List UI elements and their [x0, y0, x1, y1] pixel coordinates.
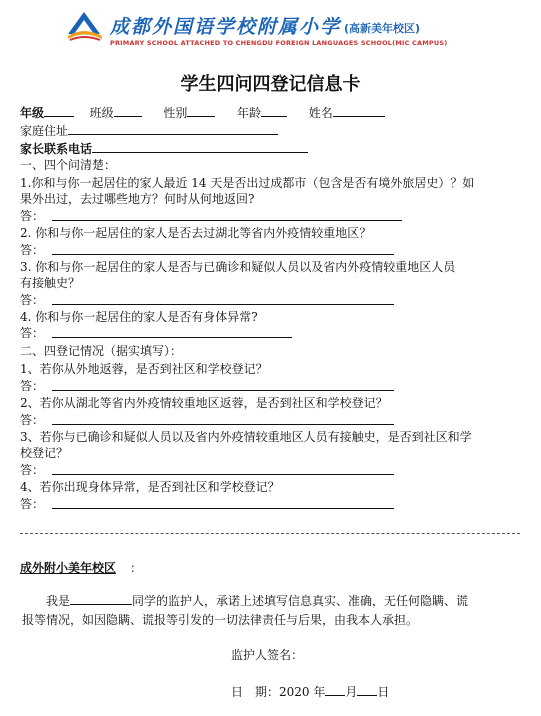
gender-label: 性别: [163, 106, 188, 120]
class-field[interactable]: [114, 104, 142, 117]
section2-heading: 二、四登记情况（据实填写）：: [20, 344, 183, 358]
page-title: 学生四问四登记信息卡: [180, 74, 361, 95]
basic-info-row: [20, 104, 385, 121]
gender-field[interactable]: [187, 104, 215, 117]
campus-colon: ：: [130, 561, 143, 575]
name-field[interactable]: [333, 104, 385, 117]
s2-a2-label: 答：: [20, 413, 45, 427]
s2-a2-field[interactable]: [52, 424, 394, 425]
day-field[interactable]: [357, 683, 377, 696]
s2-a1-field[interactable]: [52, 390, 394, 391]
s1-q3-line1: 3. 你和与你一起居住的家人是否与已确诊和疑似人员以及省内外疫情较重地区人员: [20, 260, 456, 274]
pledge-line-2: 报等情况，如因隐瞒、谎报等引发的一切法律责任与后果，由我本人承担。: [22, 613, 419, 627]
grade-field[interactable]: [44, 104, 74, 117]
campus-name-cn: (高新美年校区): [344, 22, 421, 35]
age-field[interactable]: [261, 104, 287, 117]
s1-q1-line1: 1.你和与你一起居住的家人最近 14 天是否出过成都市（包含是否有境外旅居史）？如: [20, 176, 475, 190]
month-label: 月: [345, 685, 358, 699]
phone-row: [20, 140, 308, 157]
guardian-signature-label: 监护人签名：: [231, 648, 304, 662]
s1-a1-field[interactable]: [52, 220, 402, 221]
s1-q3-line2: 有接触史？: [20, 276, 81, 290]
s2-a4-label: 答：: [20, 497, 45, 511]
s1-q2: 2. 你和与你一起居住的家人是否去过湖北等省内外疫情较重地区？: [20, 226, 372, 240]
class-label: 班级: [89, 106, 114, 120]
address-field[interactable]: [68, 122, 278, 135]
s1-a1-label: 答：: [20, 209, 45, 223]
student-name-field[interactable]: [70, 592, 132, 605]
school-header: [58, 6, 488, 52]
s1-a3-label: 答：: [20, 293, 45, 307]
pledge-intro: 我是: [46, 594, 71, 608]
address-row: [20, 122, 278, 139]
s2-q3-line2: 校登记？: [20, 446, 69, 460]
s2-a3-label: 答：: [20, 463, 45, 477]
phone-field[interactable]: [92, 140, 308, 153]
day-label: 日: [377, 685, 390, 699]
address-label: 家庭住址: [20, 124, 69, 138]
phone-label: 家长联系电话: [20, 142, 93, 156]
pledge-line-1: [22, 592, 522, 610]
date-label: 日 期：2020 年: [231, 685, 326, 699]
school-name-en: PRIMARY SCHOOL ATTACHED TO CHENGDU FOREIGN LANGUAGES SCHOOL(MIC CAMPUS): [110, 39, 448, 47]
s1-q4: 4. 你和与你一起居住的家人是否有身体异常?: [20, 310, 258, 324]
s1-q1-line2: 果外出过，去过哪些地方？何时从何地返回?: [20, 192, 255, 206]
pledge-text-1: 同学的监护人，承诺上述填写信息真实、准确，无任何隐瞒、谎: [132, 594, 469, 608]
s2-a3-field[interactable]: [52, 474, 394, 475]
s2-q4: 4、若你出现身体异常，是否到社区和学校登记？: [20, 480, 280, 494]
s1-a2-label: 答：: [20, 243, 45, 257]
s2-q1: 1、若你从外地返蓉，是否到社区和学校登记？: [20, 362, 268, 376]
s1-a4-label: 答：: [20, 326, 45, 340]
grade-label: 年级: [20, 106, 45, 120]
section1-heading: 一、四个问清楚：: [20, 158, 117, 172]
s1-a2-field[interactable]: [52, 254, 394, 255]
school-name-cn: 成都外国语学校附属小学: [110, 16, 342, 38]
date-row: [231, 683, 389, 700]
age-label: 年龄: [237, 106, 262, 120]
campus-name: 成外附小美年校区: [20, 561, 117, 575]
s1-a4-field[interactable]: [52, 337, 292, 338]
s2-a4-field[interactable]: [52, 508, 394, 509]
name-label: 姓名: [308, 106, 333, 120]
dashed-divider: [20, 533, 520, 534]
s2-q2: 2、若你从湖北等省内外疫情较重地区返蓉，是否到社区和学校登记？: [20, 396, 388, 410]
s2-q3-line1: 3、若你与已确诊和疑似人员以及省内外疫情较重地区人员有接触史，是否到社区和学: [20, 430, 472, 444]
s1-a3-field[interactable]: [52, 304, 394, 305]
month-field[interactable]: [325, 683, 345, 696]
s2-a1-label: 答：: [20, 379, 45, 393]
school-emblem-icon: [64, 6, 104, 46]
